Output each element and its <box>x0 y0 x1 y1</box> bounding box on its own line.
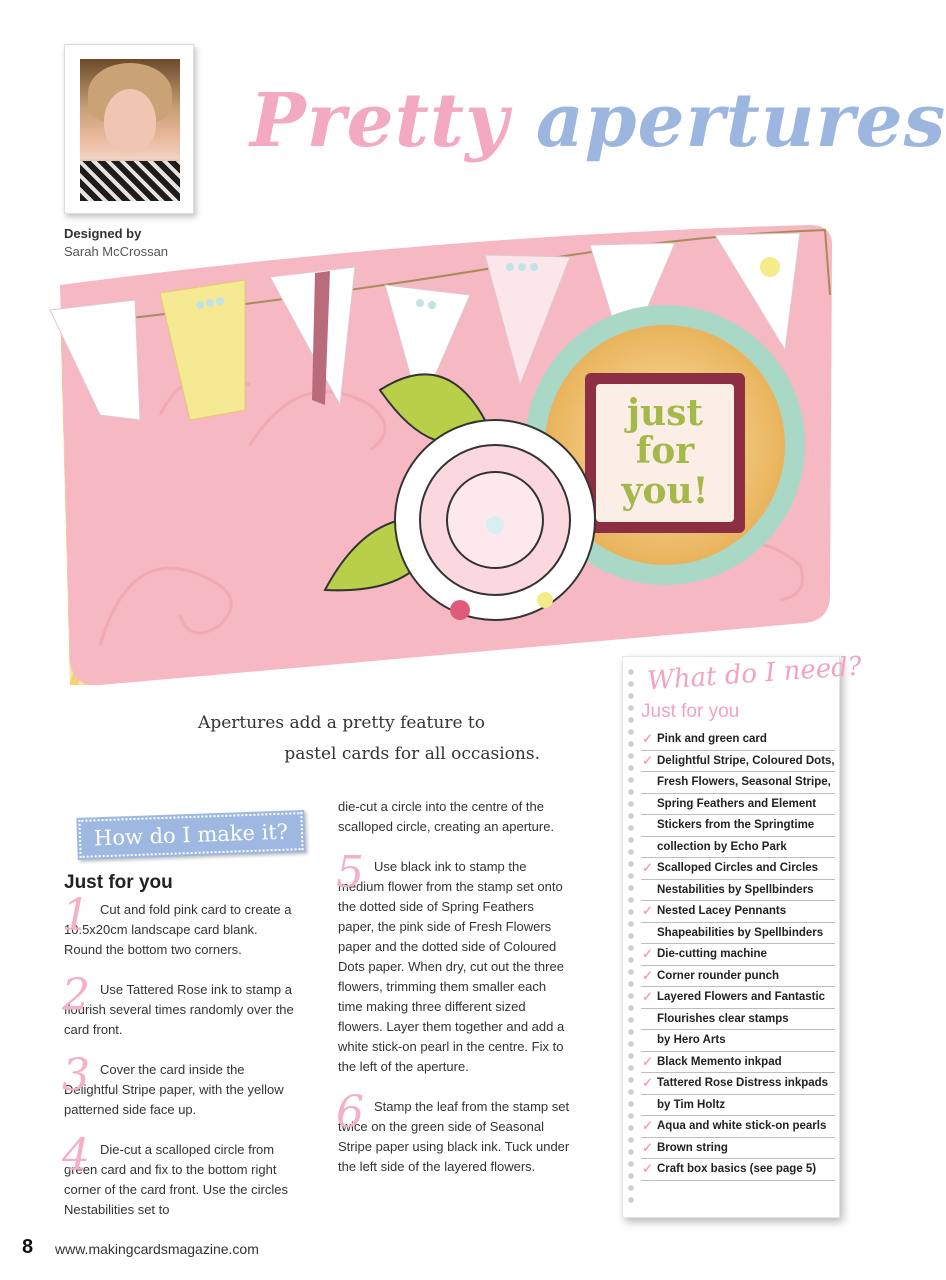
tick-icon: ✓ <box>642 989 653 1004</box>
intro-line-1: Apertures add a pretty feature to <box>198 713 485 733</box>
materials-item-text: Craft box basics (see page 5) <box>657 1163 817 1175</box>
materials-item-text: Die-cutting machine <box>657 948 767 960</box>
step-text: Use black ink to stamp the medium flower from the stamp set onto the dotted side of Spring Feathers paper, the pink side of Fresh Flowers paper and the dotted side of Coloured Dots paper. When dry, cut out the three flowers, trimming them smaller each time making three different sized flowers. Layer them together and add a white stick-on pearl in the centre. Fix to the left of the aperture. <box>338 859 565 1074</box>
materials-item-text: Aqua and white stick-on pearls <box>657 1120 827 1132</box>
materials-item <box>641 1052 835 1074</box>
step-text: Die-cut a scalloped circle from green card and fix to the bottom right corner of the card front. Use the circles Nestabilities set to <box>64 1142 288 1217</box>
materials-item <box>641 966 835 988</box>
materials-item-text: Tattered Rose Distress inkpads <box>657 1077 829 1089</box>
materials-item-text: collection by Echo Park <box>657 840 787 853</box>
materials-item <box>641 815 835 837</box>
tick-icon: ✓ <box>642 903 653 918</box>
step-text: Use Tattered Rose ink to stamp a flourish several times randomly over the card front. <box>64 982 294 1037</box>
how-do-i-make-it-banner <box>76 810 305 860</box>
step-5 <box>336 847 570 1077</box>
materials-item-text: Fresh Flowers, Seasonal Stripe, <box>657 776 831 788</box>
materials-item <box>641 1159 835 1181</box>
step-4 <box>62 1130 296 1220</box>
layered-flower <box>395 420 595 620</box>
step-2 <box>62 970 296 1040</box>
tick-icon: ✓ <box>642 1075 653 1090</box>
materials-item-text: Scalloped Circles and Circles <box>657 862 819 874</box>
materials-item-text: Shapeabilities by Spellbinders <box>657 926 824 939</box>
how-banner-label: How do I make it? <box>93 819 289 851</box>
title-word-apertures: apertures <box>535 78 946 164</box>
materials-subheading: Just for you <box>641 701 740 722</box>
intro-text <box>160 708 540 770</box>
materials-item <box>641 1095 835 1117</box>
materials-item <box>641 729 835 751</box>
instructions-column-2 <box>338 797 570 1197</box>
designed-by-label: Designed by <box>64 226 142 241</box>
step-number: 5 <box>336 847 364 898</box>
materials-item-text: Nested Lacey Pennants <box>657 905 787 917</box>
materials-notepad <box>622 651 863 1218</box>
tick-icon: ✓ <box>642 860 653 875</box>
materials-item-text: Corner rounder punch <box>657 969 780 982</box>
instructions-column-1 <box>64 872 296 1240</box>
step-number: 1 <box>62 890 90 941</box>
materials-item-text: Pink and green card <box>657 733 767 745</box>
step-4-continued: die-cut a circle into the centre of the scalloped circle, creating an aperture. <box>338 799 555 834</box>
tick-icon: ✓ <box>642 1118 653 1133</box>
step-number: 3 <box>62 1050 90 1101</box>
project-heading: Just for you <box>64 872 173 893</box>
page-number: 8 <box>22 1236 34 1258</box>
materials-item <box>641 880 835 902</box>
intro-line-2: pastel cards for all occasions. <box>284 744 540 764</box>
step-1 <box>62 890 296 960</box>
materials-item <box>641 944 835 966</box>
materials-item <box>641 837 835 859</box>
materials-item-text: by Tim Holtz <box>657 1098 726 1111</box>
tick-icon: ✓ <box>642 731 653 746</box>
materials-item <box>641 987 835 1009</box>
materials-item-text: Flourishes clear stamps <box>657 1012 789 1025</box>
materials-item <box>641 794 835 816</box>
step-number: 4 <box>62 1130 90 1181</box>
step-number: 2 <box>62 970 90 1021</box>
designer-photo <box>80 59 180 201</box>
card-photo <box>40 215 840 685</box>
materials-item <box>641 751 835 773</box>
tick-icon: ✓ <box>642 1139 653 1155</box>
materials-item <box>641 858 835 880</box>
designer-name: Sarah McCrossan <box>64 244 169 259</box>
materials-item <box>641 923 835 945</box>
step-3 <box>62 1050 296 1120</box>
step-6 <box>336 1087 570 1177</box>
website-url: www.makingcardsmagazine.com <box>55 1241 259 1257</box>
materials-item <box>641 772 835 794</box>
sentiment-just: just <box>626 392 704 434</box>
sentiment-you: you! <box>621 470 709 512</box>
tick-icon: ✓ <box>642 946 653 961</box>
tick-icon: ✓ <box>642 1161 653 1176</box>
materials-item <box>641 901 835 923</box>
sentiment-for: for <box>635 430 695 472</box>
materials-item-text: Brown string <box>657 1141 728 1154</box>
materials-item-text: Stickers from the Springtime <box>657 819 815 831</box>
materials-item <box>641 1138 835 1160</box>
step-number: 6 <box>336 1087 364 1138</box>
materials-item-text: Nestabilities by Spellbinders <box>657 883 814 896</box>
step-text: Cut and fold pink card to create a 10.5x20cm landscape card blank. Round the bottom two corners. <box>64 902 292 957</box>
step-text: Cover the card inside the Delightful Stripe paper, with the yellow patterned side face up. <box>64 1062 284 1117</box>
materials-heading: What do I need? <box>646 651 863 697</box>
materials-item-text: Layered Flowers and Fantastic <box>657 991 826 1003</box>
materials-item <box>641 1073 835 1095</box>
materials-list <box>641 729 835 1181</box>
page-title <box>250 78 946 164</box>
materials-item-text: by Hero Arts <box>657 1034 726 1046</box>
materials-item-text: Black Memento inkpad <box>657 1055 782 1068</box>
designer-photo-frame <box>64 44 194 214</box>
tick-icon: ✓ <box>642 752 653 768</box>
title-word-pretty: Pretty <box>250 78 510 164</box>
spiral-holes <box>627 667 635 1207</box>
materials-item <box>641 1116 835 1138</box>
materials-item-text: Spring Feathers and Element <box>657 797 817 810</box>
materials-item-text: Delightful Stripe, Coloured Dots, <box>657 754 835 767</box>
step-text: Stamp the leaf from the stamp set twice on the green side of Seasonal Stripe paper using black ink. Tuck under the left side of the layered flowers. <box>338 1099 570 1174</box>
tick-icon: ✓ <box>642 967 653 983</box>
materials-item <box>641 1030 835 1052</box>
tick-icon: ✓ <box>642 1053 653 1069</box>
materials-item <box>641 1009 835 1031</box>
